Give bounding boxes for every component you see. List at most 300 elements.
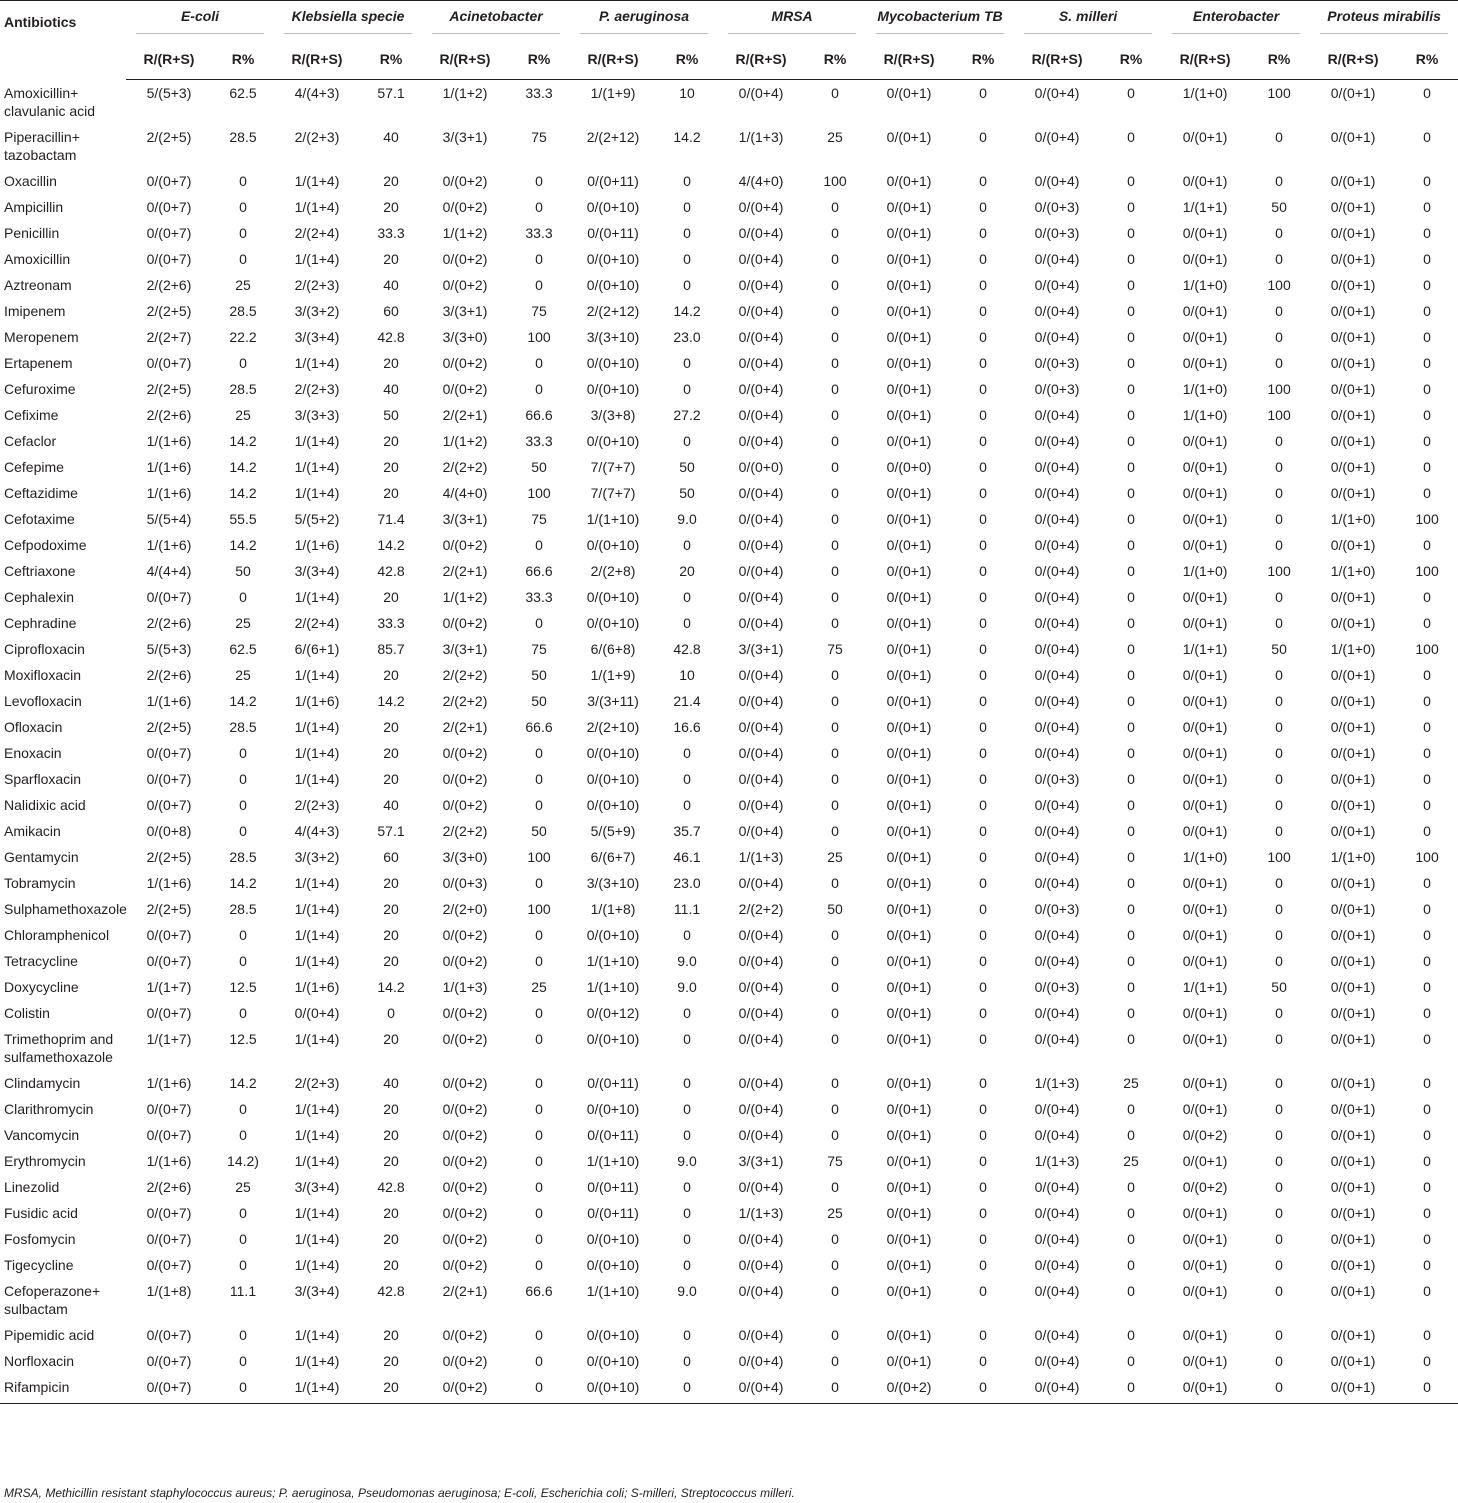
resistance-percent-cell: 0	[683, 276, 691, 293]
resistance-ratio-cell: 5/(5+3)	[146, 85, 192, 101]
resistance-ratio-cell: 0/(0+4)	[738, 1378, 784, 1395]
resistance-percent-cell: 0	[1127, 1004, 1135, 1021]
resistance-percent-cell: 100	[1267, 380, 1291, 397]
resistance-ratio-cell: 2/(2+1)	[442, 406, 488, 423]
resistance-ratio-cell: 0/(0+4)	[738, 614, 784, 631]
table-row	[0, 272, 1458, 298]
resistance-percent-cell: 25	[235, 1178, 251, 1195]
resistance-percent-cell: 42.8	[377, 328, 405, 345]
resistance-percent-cell: 0	[1127, 380, 1135, 397]
resistance-percent-cell: 0	[1127, 198, 1135, 215]
antibiotic-name-cell: Fusidic acid	[4, 1204, 78, 1221]
resistance-ratio-cell: 0/(0+1)	[886, 900, 932, 917]
resistance-ratio-cell: 1/(1+8)	[146, 1282, 192, 1299]
resistance-ratio-cell: 0/(0+1)	[1182, 458, 1228, 475]
resistance-percent-cell: 0	[979, 874, 987, 891]
resistance-ratio-cell: 0/(0+1)	[1330, 666, 1376, 683]
resistance-percent-cell: 0	[979, 1030, 987, 1047]
resistance-percent-cell: 0	[1275, 796, 1283, 813]
table-row	[0, 1322, 1458, 1348]
resistance-percent-cell: 0	[239, 1352, 247, 1369]
resistance-percent-cell: 28.5	[229, 718, 257, 735]
resistance-percent-cell: 50	[679, 458, 695, 475]
resistance-ratio-cell: 1/(1+10)	[586, 952, 640, 969]
resistance-ratio-cell: 0/(0+1)	[886, 588, 932, 605]
resistance-percent-cell: 0	[831, 328, 839, 345]
resistance-percent-cell: 100	[1415, 510, 1439, 527]
resistance-percent-cell: 50	[827, 900, 843, 917]
resistance-ratio-cell: 0/(0+10)	[586, 1378, 640, 1395]
resistance-ratio-cell: 1/(1+9)	[590, 666, 636, 683]
resistance-ratio-cell: 0/(0+4)	[738, 1282, 784, 1299]
resistance-ratio-cell: 0/(0+4)	[738, 85, 784, 101]
table-row	[0, 714, 1458, 740]
resistance-percent-cell: 75	[531, 640, 547, 657]
resistance-percent-cell: 0	[831, 1230, 839, 1247]
resistance-percent-cell: 0	[831, 198, 839, 215]
resistance-ratio-cell: 0/(0+2)	[1182, 1178, 1228, 1195]
resistance-percent-cell: 20	[383, 250, 399, 267]
resistance-percent-cell: 0	[1127, 172, 1135, 189]
resistance-ratio-cell: 5/(5+4)	[146, 510, 192, 527]
resistance-percent-cell: 0	[683, 1378, 691, 1395]
resistance-percent-cell: 0	[1423, 718, 1431, 735]
resistance-percent-cell: 66.6	[525, 718, 553, 735]
resistance-percent-cell: 0	[979, 458, 987, 475]
resistance-percent-cell: 25	[827, 848, 843, 865]
resistance-percent-cell: 0	[1423, 1100, 1431, 1117]
resistance-ratio-cell: 0/(0+1)	[1330, 822, 1376, 839]
resistance-percent-cell: 0	[239, 250, 247, 267]
resistance-percent-cell: 0	[1275, 588, 1283, 605]
resistance-percent-cell: 0	[1275, 328, 1283, 345]
resistance-percent-cell: 0	[1127, 1352, 1135, 1369]
resistance-percent-cell: 20	[383, 484, 399, 501]
resistance-percent-cell: 20	[383, 172, 399, 189]
resistance-ratio-cell: 2/(2+3)	[294, 796, 340, 813]
resistance-ratio-cell: 7/(7+7)	[590, 458, 636, 475]
resistance-ratio-cell: 1/(1+4)	[294, 900, 340, 917]
resistance-percent-cell: 0	[979, 822, 987, 839]
antibiotic-name-cell: Cefaclor	[4, 432, 57, 449]
resistance-percent-cell: 0	[979, 1178, 987, 1195]
resistance-ratio-cell: 3/(3+1)	[442, 640, 488, 657]
resistance-percent-cell: 0	[831, 874, 839, 891]
resistance-ratio-cell: 0/(0+4)	[1034, 510, 1080, 527]
resistance-ratio-cell: 0/(0+1)	[1330, 250, 1376, 267]
resistance-percent-cell: 0	[1275, 1378, 1283, 1395]
resistance-ratio-cell: 1/(1+6)	[294, 978, 340, 995]
resistance-ratio-cell: 0/(0+2)	[442, 276, 488, 293]
resistance-ratio-cell: 0/(0+4)	[738, 536, 784, 553]
resistance-percent-cell: 0	[979, 302, 987, 319]
resistance-percent-cell: 21.4	[673, 692, 701, 709]
resistance-percent-cell: 0	[1275, 458, 1283, 475]
antibiotic-name-cell: Cefotaxime	[4, 510, 75, 527]
resistance-percent-cell: 0	[1127, 224, 1135, 241]
resistance-ratio-cell: 0/(0+4)	[738, 718, 784, 735]
table-row	[0, 1026, 1458, 1070]
resistance-ratio-cell: 0/(0+1)	[1182, 302, 1228, 319]
resistance-percent-cell: 0	[1275, 718, 1283, 735]
resistance-percent-cell: 100	[527, 328, 551, 345]
antibiotic-name-cell: Cephalexin	[4, 588, 75, 605]
table-row	[0, 298, 1458, 324]
resistance-ratio-cell: 0/(0+4)	[738, 1326, 784, 1343]
resistance-percent-cell: 0	[831, 406, 839, 423]
resistance-ratio-cell: 0/(0+2)	[442, 1074, 488, 1091]
resistance-percent-cell: 0	[979, 536, 987, 553]
resistance-ratio-cell: 0/(0+4)	[738, 1178, 784, 1195]
resistance-ratio-cell: 0/(0+1)	[1330, 796, 1376, 813]
resistance-ratio-cell: 0/(0+1)	[886, 770, 932, 787]
resistance-percent-cell: 20	[383, 666, 399, 683]
resistance-ratio-cell: 0/(0+4)	[738, 1352, 784, 1369]
resistance-percent-cell: 50	[1271, 640, 1287, 657]
resistance-percent-cell: 40	[383, 380, 399, 397]
resistance-percent-cell: 9.0	[677, 1282, 697, 1299]
resistance-percent-cell: 0	[831, 536, 839, 553]
resistance-ratio-cell: 1/(1+4)	[294, 432, 340, 449]
resistance-ratio-cell: 5/(5+9)	[590, 822, 636, 839]
resistance-ratio-cell: 0/(0+4)	[738, 1100, 784, 1117]
table-row	[0, 688, 1458, 714]
resistance-ratio-cell: 0/(0+1)	[1182, 128, 1228, 145]
resistance-percent-cell: 0	[1423, 796, 1431, 813]
resistance-percent-cell: 0	[1275, 172, 1283, 189]
table-row	[0, 818, 1458, 844]
resistance-ratio-cell: 0/(0+4)	[1034, 484, 1080, 501]
resistance-percent-cell: 33.3	[525, 224, 553, 241]
antibiotic-name-cell: Penicillin	[4, 224, 60, 241]
resistance-ratio-cell: 0/(0+1)	[886, 172, 932, 189]
resistance-percent-cell: 50	[531, 822, 547, 839]
resistance-percent-cell: 27.2	[673, 406, 701, 423]
resistance-percent-cell: 0	[1127, 1178, 1135, 1195]
resistance-percent-cell: 14.2	[673, 302, 701, 319]
organism-name: E-coli	[136, 7, 264, 34]
resistance-ratio-cell: 2/(2+2)	[738, 900, 784, 917]
resistance-percent-cell: 0	[239, 224, 247, 241]
antibiotic-name-cell: Imipenem	[4, 302, 66, 319]
resistance-percent-cell: 0	[1275, 1126, 1283, 1143]
resistance-percent-cell: 0	[831, 458, 839, 475]
resistance-ratio-cell: 0/(0+2)	[442, 1256, 488, 1273]
resistance-percent-cell: 50	[383, 406, 399, 423]
resistance-ratio-cell: 0/(0+4)	[1034, 1230, 1080, 1247]
antibiotic-name-cell: Ceftriaxone	[4, 562, 76, 579]
resistance-percent-cell: 20	[383, 1256, 399, 1273]
resistance-percent-cell: 0	[535, 1004, 543, 1021]
resistance-percent-cell: 23.0	[673, 328, 701, 345]
resistance-percent-cell: 20	[383, 1152, 399, 1169]
resistance-percent-cell: 20	[383, 926, 399, 943]
resistance-ratio-cell: 0/(0+10)	[586, 1030, 640, 1047]
organism-header	[1162, 1, 1310, 40]
resistance-percent-cell: 0	[1127, 1100, 1135, 1117]
resistance-percent-cell: 0	[831, 484, 839, 501]
resistance-percent-cell: 0	[1127, 1126, 1135, 1143]
resistance-percent-cell: 0	[1127, 770, 1135, 787]
resistance-ratio-cell: 0/(0+7)	[146, 1004, 192, 1021]
resistance-percent-cell: 0	[831, 276, 839, 293]
resistance-ratio-cell: 0/(0+4)	[1034, 822, 1080, 839]
resistance-ratio-cell: 0/(0+3)	[1034, 380, 1080, 397]
resistance-percent-cell: 0	[1275, 822, 1283, 839]
resistance-ratio-cell: 0/(0+1)	[1330, 198, 1376, 215]
resistance-percent-cell: 0	[1275, 510, 1283, 527]
resistance-ratio-cell: 0/(0+4)	[738, 224, 784, 241]
resistance-ratio-cell: 0/(0+7)	[146, 1204, 192, 1221]
resistance-ratio-cell: 0/(0+2)	[442, 1204, 488, 1221]
resistance-percent-cell: 0	[979, 1126, 987, 1143]
resistance-ratio-cell: 0/(0+1)	[1182, 1326, 1228, 1343]
resistance-percent-cell: 0	[1127, 848, 1135, 865]
table-row	[0, 350, 1458, 376]
resistance-ratio-cell: 1/(1+8)	[590, 900, 636, 917]
resistance-ratio-cell: 1/(1+4)	[294, 1378, 340, 1395]
resistance-ratio-cell: 0/(0+4)	[1034, 926, 1080, 943]
resistance-ratio-cell: 0/(0+1)	[1330, 1204, 1376, 1221]
resistance-percent-cell: 0	[1127, 666, 1135, 683]
resistance-percent-cell: 0	[1423, 1256, 1431, 1273]
resistance-percent-cell: 0	[831, 1126, 839, 1143]
resistance-ratio-cell: 0/(0+1)	[1330, 1282, 1376, 1299]
resistance-ratio-cell: 0/(0+7)	[146, 588, 192, 605]
resistance-ratio-cell: 1/(1+4)	[294, 1152, 340, 1169]
table-row	[0, 1200, 1458, 1226]
resistance-percent-cell: 0	[1127, 458, 1135, 475]
resistance-percent-cell: 50	[235, 562, 251, 579]
antibiotic-name-cell: Ciprofloxacin	[4, 640, 85, 657]
resistance-ratio-cell: 0/(0+1)	[1330, 718, 1376, 735]
resistance-ratio-cell: 0/(0+1)	[886, 1030, 932, 1047]
resistance-percent-cell: 0	[1275, 484, 1283, 501]
resistance-percent-cell: 20	[383, 1204, 399, 1221]
resistance-percent-cell: 0	[979, 1074, 987, 1091]
resistance-percent-cell: 0	[831, 692, 839, 709]
resistance-ratio-cell: 0/(0+4)	[1034, 458, 1080, 475]
resistance-ratio-cell: 0/(0+3)	[1034, 978, 1080, 995]
resistance-percent-cell: 0	[1127, 718, 1135, 735]
resistance-percent-cell: 60	[383, 302, 399, 319]
resistance-ratio-cell: 1/(1+4)	[294, 770, 340, 787]
resistance-ratio-cell: 2/(2+3)	[294, 128, 340, 145]
resistance-percent-cell: 0	[683, 1230, 691, 1247]
table-row	[0, 636, 1458, 662]
resistance-percent-cell: 0	[1127, 85, 1135, 101]
resistance-ratio-cell: 0/(0+2)	[442, 1326, 488, 1343]
resistance-ratio-cell: 2/(2+7)	[146, 328, 192, 345]
resistance-percent-cell: 0	[1423, 458, 1431, 475]
table-row	[0, 194, 1458, 220]
resistance-ratio-cell: 0/(0+2)	[442, 1178, 488, 1195]
resistance-percent-cell: 0	[1275, 692, 1283, 709]
resistance-ratio-cell: 1/(1+0)	[1330, 848, 1376, 865]
resistance-ratio-cell: 0/(0+4)	[1034, 1178, 1080, 1195]
resistance-percent-cell: 0	[1275, 1282, 1283, 1299]
table-row	[0, 844, 1458, 870]
resistance-percent-cell: 0	[535, 874, 543, 891]
resistance-ratio-cell: 0/(0+1)	[886, 354, 932, 371]
resistance-percent-cell: 66.6	[525, 562, 553, 579]
resistance-percent-cell: 20	[383, 198, 399, 215]
resistance-percent-cell: 35.7	[673, 822, 701, 839]
resistance-ratio-cell: 0/(0+2)	[442, 1004, 488, 1021]
antibiotic-name-cell: Amikacin	[4, 822, 61, 839]
resistance-percent-cell: 0	[1423, 484, 1431, 501]
resistance-percent-cell: 0	[1127, 614, 1135, 631]
resistance-ratio-cell: 3/(3+4)	[294, 328, 340, 345]
resistance-percent-cell: 100	[1267, 406, 1291, 423]
resistance-ratio-cell: 1/(1+0)	[1330, 510, 1376, 527]
resistance-percent-cell: 0	[1127, 1282, 1135, 1299]
resistance-percent-cell: 20	[679, 562, 695, 579]
resistance-percent-cell: 0	[1275, 874, 1283, 891]
resistance-percent-cell: 0	[831, 1352, 839, 1369]
resistance-percent-cell: 28.5	[229, 900, 257, 917]
resistance-percent-cell: 11.1	[673, 900, 701, 917]
resistance-ratio-cell: 0/(0+7)	[146, 250, 192, 267]
resistance-percent-cell: 20	[383, 952, 399, 969]
resistance-ratio-cell: 0/(0+1)	[1182, 536, 1228, 553]
resistance-ratio-cell: 1/(1+4)	[294, 744, 340, 761]
resistance-ratio-cell: 2/(2+3)	[294, 276, 340, 293]
organism-header	[1014, 1, 1162, 40]
resistance-percent-cell: 0	[979, 1256, 987, 1273]
resistance-percent-cell: 14.2	[673, 128, 701, 145]
organism-name: Klebsiella specie	[284, 7, 412, 34]
table-row	[0, 1348, 1458, 1374]
resistance-percent-cell: 33.3	[377, 224, 405, 241]
resistance-percent-cell: 100	[1415, 848, 1439, 865]
resistance-ratio-cell: 0/(0+10)	[586, 614, 640, 631]
antibiotic-name-cell: Aztreonam	[4, 276, 72, 293]
table-row	[0, 922, 1458, 948]
table-row	[0, 1252, 1458, 1278]
resistance-ratio-cell: 2/(2+5)	[146, 302, 192, 319]
resistance-percent-cell: 40	[383, 276, 399, 293]
resistance-percent-cell: 9.0	[677, 510, 697, 527]
resistance-percent-cell: 0	[831, 1326, 839, 1343]
resistance-ratio-cell: 1/(1+3)	[738, 1204, 784, 1221]
resistance-ratio-cell: 2/(2+1)	[442, 562, 488, 579]
resistance-percent-cell: 0	[535, 952, 543, 969]
resistance-percent-cell: 0	[1423, 926, 1431, 943]
resistance-ratio-cell: 0/(0+4)	[738, 1030, 784, 1047]
resistance-percent-cell: 0	[1275, 1004, 1283, 1021]
resistance-percent-cell: 14.2	[229, 536, 257, 553]
table-row	[0, 532, 1458, 558]
resistance-percent-cell: 0	[535, 1204, 543, 1221]
resistance-percent-cell: 0	[1423, 1282, 1431, 1299]
resistance-percent-cell: 0	[683, 1100, 691, 1117]
resistance-ratio-cell: 0/(0+1)	[1330, 1230, 1376, 1247]
resistance-percent-cell: 0	[683, 1326, 691, 1343]
resistance-ratio-cell: 0/(0+2)	[442, 1378, 488, 1395]
resistance-percent-cell: 20	[383, 1352, 399, 1369]
resistance-percent-cell: 0	[1275, 250, 1283, 267]
resistance-ratio-cell: 5/(5+2)	[294, 510, 340, 527]
resistance-ratio-cell: 0/(0+1)	[886, 224, 932, 241]
organism-header	[570, 1, 718, 40]
resistance-ratio-cell: 0/(0+1)	[1182, 1030, 1228, 1047]
resistance-percent-cell: 28.5	[229, 128, 257, 145]
resistance-percent-cell: 0	[979, 1352, 987, 1369]
ratio-header: R/(R+S)	[1162, 39, 1248, 80]
resistance-ratio-cell: 0/(0+0)	[738, 458, 784, 475]
resistance-ratio-cell: 1/(1+4)	[294, 250, 340, 267]
resistance-percent-cell: 0	[1127, 328, 1135, 345]
resistance-ratio-cell: 0/(0+1)	[1182, 1230, 1228, 1247]
resistance-ratio-cell: 0/(0+1)	[1182, 744, 1228, 761]
resistance-ratio-cell: 1/(1+6)	[146, 1074, 192, 1091]
resistance-percent-cell: 20	[383, 1030, 399, 1047]
resistance-percent-cell: 0	[683, 1256, 691, 1273]
resistance-ratio-cell: 0/(0+1)	[1182, 952, 1228, 969]
resistance-percent-cell: 0	[1275, 770, 1283, 787]
resistance-percent-cell: 0	[535, 1256, 543, 1273]
percent-header: R%	[804, 39, 866, 80]
resistance-percent-cell: 100	[823, 172, 847, 189]
resistance-ratio-cell: 1/(1+4)	[294, 1100, 340, 1117]
resistance-percent-cell: 100	[1267, 848, 1291, 865]
resistance-percent-cell: 25	[531, 978, 547, 995]
resistance-ratio-cell: 0/(0+1)	[1182, 1074, 1228, 1091]
resistance-ratio-cell: 3/(3+0)	[442, 328, 488, 345]
table-row	[0, 558, 1458, 584]
resistance-ratio-cell: 0/(0+1)	[1330, 1004, 1376, 1021]
resistance-ratio-cell: 0/(0+4)	[1034, 328, 1080, 345]
resistance-percent-cell: 40	[383, 1074, 399, 1091]
resistance-percent-cell: 0	[979, 198, 987, 215]
resistance-percent-cell: 0	[1275, 614, 1283, 631]
table-row	[0, 324, 1458, 350]
resistance-ratio-cell: 0/(0+4)	[738, 822, 784, 839]
resistance-ratio-cell: 0/(0+4)	[738, 666, 784, 683]
resistance-percent-cell: 0	[831, 1378, 839, 1395]
resistance-percent-cell: 0	[239, 1100, 247, 1117]
resistance-percent-cell: 0	[1127, 640, 1135, 657]
resistance-percent-cell: 25	[1123, 1074, 1139, 1091]
resistance-ratio-cell: 0/(0+1)	[1182, 588, 1228, 605]
resistance-ratio-cell: 0/(0+2)	[442, 744, 488, 761]
resistance-percent-cell: 0	[1423, 302, 1431, 319]
resistance-percent-cell: 0	[831, 718, 839, 735]
resistance-percent-cell: 20	[383, 588, 399, 605]
resistance-ratio-cell: 6/(6+1)	[294, 640, 340, 657]
resistance-ratio-cell: 0/(0+1)	[1330, 614, 1376, 631]
resistance-percent-cell: 20	[383, 458, 399, 475]
resistance-percent-cell: 0	[683, 1178, 691, 1195]
resistance-percent-cell: 0	[1423, 1074, 1431, 1091]
resistance-ratio-cell: 0/(0+4)	[1034, 1282, 1080, 1299]
resistance-percent-cell: 0	[1423, 328, 1431, 345]
resistance-ratio-cell: 0/(0+4)	[1034, 432, 1080, 449]
resistance-percent-cell: 0	[1423, 744, 1431, 761]
resistance-percent-cell: 0	[831, 85, 839, 101]
resistance-percent-cell: 0	[979, 85, 987, 101]
resistance-ratio-cell: 2/(2+1)	[442, 1282, 488, 1299]
resistance-percent-cell: 0	[831, 562, 839, 579]
resistance-percent-cell: 75	[827, 640, 843, 657]
resistance-ratio-cell: 4/(4+0)	[442, 484, 488, 501]
resistance-ratio-cell: 0/(0+4)	[738, 926, 784, 943]
resistance-percent-cell: 0	[1127, 1030, 1135, 1047]
resistance-ratio-cell: 1/(1+6)	[146, 484, 192, 501]
resistance-ratio-cell: 1/(1+3)	[442, 978, 488, 995]
resistance-percent-cell: 0	[979, 128, 987, 145]
